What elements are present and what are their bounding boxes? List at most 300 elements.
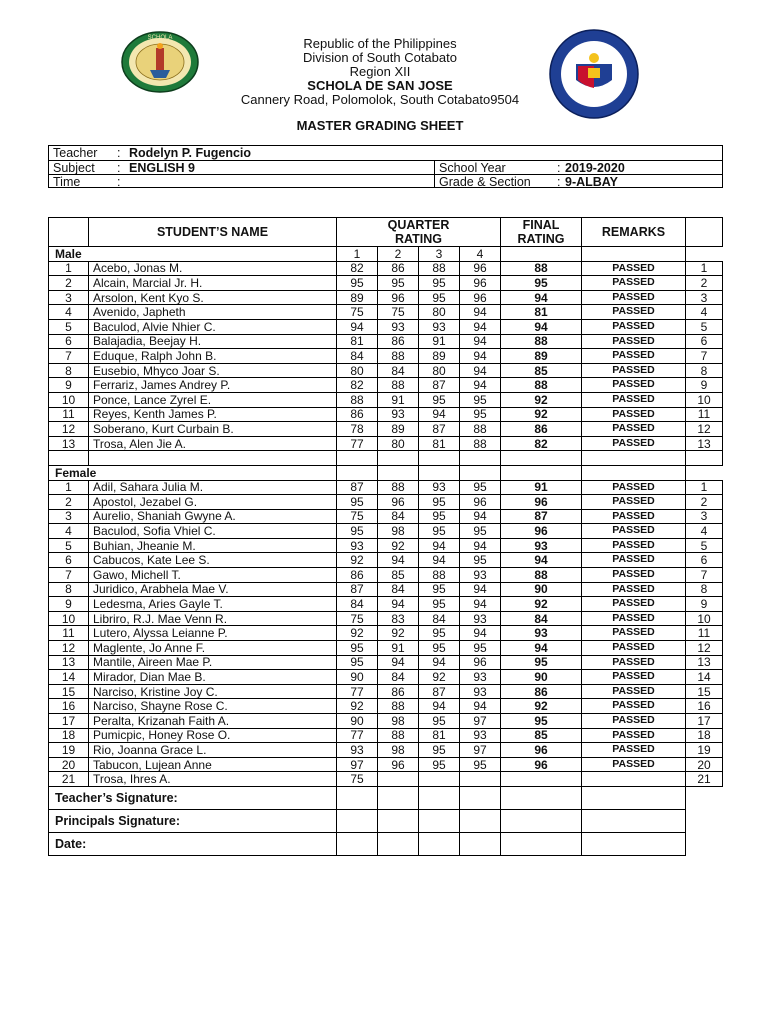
quarter-grade: 93 <box>337 743 378 758</box>
empty-cell <box>460 832 501 855</box>
student-number-right: 10 <box>686 611 723 626</box>
subject-colon: : <box>117 161 121 175</box>
empty-cell <box>501 809 582 832</box>
quarter-grade: 94 <box>460 334 501 349</box>
quarter-grade: 87 <box>419 378 460 393</box>
final-rating: 94 <box>501 553 582 568</box>
empty-cell <box>378 451 419 466</box>
quarter-grade: 95 <box>419 714 460 729</box>
quarter-grade: 88 <box>378 699 419 714</box>
final-rating: 90 <box>501 670 582 685</box>
student-number: 5 <box>49 319 89 334</box>
quarter-grade: 81 <box>337 334 378 349</box>
student-name: Reyes, Kenth James P. <box>89 407 337 422</box>
remarks-value: PASSED <box>582 436 686 451</box>
table-row <box>49 611 723 626</box>
student-name: Juridico, Arabhela Mae V. <box>89 582 337 597</box>
remarks-value: PASSED <box>582 334 686 349</box>
quarter-grade: 94 <box>378 553 419 568</box>
header-final-line2: RATING <box>517 232 565 246</box>
quarter-grade: 88 <box>419 568 460 583</box>
student-name: Ponce, Lance Zyrel E. <box>89 392 337 407</box>
student-number-right: 4 <box>686 305 723 320</box>
quarter-grade: 86 <box>337 407 378 422</box>
student-number-right: 8 <box>686 582 723 597</box>
remarks-value: PASSED <box>582 407 686 422</box>
remarks-value: PASSED <box>582 626 686 641</box>
quarter-grade: 77 <box>337 436 378 451</box>
quarter-grade: 94 <box>460 509 501 524</box>
quarter-grade: 84 <box>419 611 460 626</box>
quarter-grade: 96 <box>378 495 419 510</box>
student-number: 3 <box>49 290 89 305</box>
quarter-grade: 95 <box>419 626 460 641</box>
final-rating: 88 <box>501 334 582 349</box>
quarter-grade: 95 <box>460 480 501 495</box>
empty-cell <box>460 786 501 809</box>
quarter-grade: 95 <box>337 524 378 539</box>
student-number-right: 10 <box>686 392 723 407</box>
quarter-grade: 90 <box>337 670 378 685</box>
final-rating: 86 <box>501 422 582 437</box>
table-row <box>49 714 723 729</box>
quarter-grade: 95 <box>337 495 378 510</box>
info-row-time <box>49 174 722 189</box>
empty-cell <box>337 465 378 480</box>
quarter-grade: 78 <box>337 422 378 437</box>
quarter-grade: 91 <box>419 334 460 349</box>
empty-cell <box>378 809 419 832</box>
quarter-grade: 93 <box>419 480 460 495</box>
student-name: Baculod, Sofia Vhiel C. <box>89 524 337 539</box>
table-row <box>49 509 723 524</box>
empty-cell <box>582 451 686 466</box>
student-name: Acebo, Jonas M. <box>89 261 337 276</box>
table-row <box>49 641 723 656</box>
quarter-grade: 97 <box>460 743 501 758</box>
quarter-grade: 88 <box>378 378 419 393</box>
quarter-grade: 92 <box>337 699 378 714</box>
quarter-grade: 95 <box>419 597 460 612</box>
quarter-grade: 95 <box>337 655 378 670</box>
quarter-grade: 96 <box>378 757 419 772</box>
table-row <box>49 422 723 437</box>
student-number-right: 1 <box>686 261 723 276</box>
empty-cell <box>501 247 582 262</box>
quarter-grade: 95 <box>419 582 460 597</box>
empty-cell <box>337 809 378 832</box>
remarks-value: PASSED <box>582 699 686 714</box>
student-name: Baculod, Alvie Nhier C. <box>89 319 337 334</box>
table-row <box>49 319 723 334</box>
student-name: Tabucon, Lujean Anne <box>89 757 337 772</box>
student-number-right: 4 <box>686 524 723 539</box>
quarter-grade: 88 <box>419 261 460 276</box>
empty-cell <box>501 832 582 855</box>
empty-cell <box>582 786 686 809</box>
quarter-grade: 97 <box>337 757 378 772</box>
final-rating: 86 <box>501 684 582 699</box>
quarter-grade: 75 <box>337 772 378 787</box>
student-name: Rio, Joanna Grace L. <box>89 743 337 758</box>
quarter-grade: 94 <box>419 538 460 553</box>
remarks-value: PASSED <box>582 553 686 568</box>
quarter-grade: 94 <box>460 582 501 597</box>
quarter-number: 2 <box>378 247 419 262</box>
header-republic: Republic of the Philippines <box>303 36 457 51</box>
student-number-right: 11 <box>686 626 723 641</box>
quarter-grade: 88 <box>337 392 378 407</box>
student-number: 6 <box>49 553 89 568</box>
quarter-grade: 95 <box>419 392 460 407</box>
svg-text:SCHOLA: SCHOLA <box>147 35 173 41</box>
student-number-right: 19 <box>686 743 723 758</box>
quarter-grade: 92 <box>419 670 460 685</box>
empty-cell <box>686 832 723 855</box>
student-number: 4 <box>49 524 89 539</box>
quarter-grade: 93 <box>460 568 501 583</box>
final-rating: 95 <box>501 276 582 291</box>
date-signature-row <box>49 832 723 855</box>
section-female-label: Female <box>49 465 337 480</box>
quarter-grade <box>419 772 460 787</box>
quarter-grade: 84 <box>337 597 378 612</box>
table-row <box>49 261 723 276</box>
remarks-value: PASSED <box>582 757 686 772</box>
table-row <box>49 334 723 349</box>
quarter-grade: 92 <box>378 538 419 553</box>
info-box <box>48 145 723 188</box>
student-name: Narciso, Kristine Joy C. <box>89 684 337 699</box>
empty-cell <box>378 832 419 855</box>
school-year-value: 2019-2020 <box>565 161 625 175</box>
final-rating: 93 <box>501 538 582 553</box>
remarks-value <box>582 772 686 787</box>
info-row-subject <box>49 160 722 175</box>
grade-section-value: 9-ALBAY <box>565 175 619 189</box>
quarter-grade: 90 <box>337 714 378 729</box>
school-year-label: School Year <box>439 161 506 175</box>
remarks-value: PASSED <box>582 305 686 320</box>
student-name: Alcain, Marcial Jr. H. <box>89 276 337 291</box>
student-name: Eduque, Ralph John B. <box>89 349 337 364</box>
quarter-grade: 88 <box>378 349 419 364</box>
quarter-grade: 88 <box>460 422 501 437</box>
final-rating: 94 <box>501 319 582 334</box>
info-row-teacher <box>49 146 722 160</box>
student-name: Adil, Sahara Julia M. <box>89 480 337 495</box>
student-number-right: 11 <box>686 407 723 422</box>
empty-cell <box>49 451 89 466</box>
quarter-grade: 96 <box>460 261 501 276</box>
table-row <box>49 378 723 393</box>
student-name: Peralta, Krizanah Faith A. <box>89 714 337 729</box>
remarks-value: PASSED <box>582 276 686 291</box>
student-number-right: 20 <box>686 757 723 772</box>
quarter-grade: 94 <box>460 597 501 612</box>
quarter-grade: 92 <box>337 626 378 641</box>
quarter-grade: 88 <box>378 480 419 495</box>
quarter-grade: 84 <box>378 363 419 378</box>
principal-signature-row <box>49 809 723 832</box>
time-label: Time <box>53 175 81 189</box>
student-number-right: 17 <box>686 714 723 729</box>
student-number-right: 6 <box>686 553 723 568</box>
student-name: Lutero, Alyssa Leianne P. <box>89 626 337 641</box>
empty-cell <box>582 247 686 262</box>
quarter-grade: 93 <box>460 670 501 685</box>
quarter-grade: 84 <box>378 509 419 524</box>
remarks-value: PASSED <box>582 495 686 510</box>
student-number: 19 <box>49 743 89 758</box>
info-divider <box>434 160 435 188</box>
table-row <box>49 349 723 364</box>
table-row <box>49 684 723 699</box>
student-number: 14 <box>49 670 89 685</box>
empty-cell <box>686 786 723 809</box>
remarks-value: PASSED <box>582 597 686 612</box>
student-number-right: 13 <box>686 655 723 670</box>
student-number: 12 <box>49 422 89 437</box>
quarter-grade: 95 <box>378 276 419 291</box>
final-rating: 94 <box>501 290 582 305</box>
quarter-grade: 95 <box>419 276 460 291</box>
empty-cell <box>419 451 460 466</box>
grading-table-body <box>49 218 723 856</box>
header-quarter-line1: QUARTER <box>387 218 450 233</box>
remarks-value: PASSED <box>582 422 686 437</box>
quarter-grade: 93 <box>460 684 501 699</box>
student-number-right: 2 <box>686 495 723 510</box>
final-rating: 88 <box>501 568 582 583</box>
table-row <box>49 480 723 495</box>
student-name: Eusebio, Mhyco Joar S. <box>89 363 337 378</box>
quarter-grade: 82 <box>337 378 378 393</box>
student-number: 17 <box>49 714 89 729</box>
quarter-grade: 94 <box>460 349 501 364</box>
student-number-right: 3 <box>686 509 723 524</box>
student-number: 21 <box>49 772 89 787</box>
empty-cell <box>337 451 378 466</box>
empty-cell <box>460 465 501 480</box>
final-rating: 91 <box>501 480 582 495</box>
final-rating: 88 <box>501 261 582 276</box>
student-number: 4 <box>49 305 89 320</box>
student-name: Ledesma, Aries Gayle T. <box>89 597 337 612</box>
teacher-colon: : <box>117 146 121 160</box>
empty-cell <box>378 786 419 809</box>
quarter-grade: 88 <box>378 728 419 743</box>
quarter-grade: 97 <box>460 714 501 729</box>
table-row <box>49 743 723 758</box>
quarter-grade <box>460 772 501 787</box>
date-signature-label: Date: <box>49 832 337 855</box>
empty-cell <box>378 465 419 480</box>
remarks-value: PASSED <box>582 378 686 393</box>
remarks-value: PASSED <box>582 363 686 378</box>
empty-cell <box>419 809 460 832</box>
empty-cell <box>419 832 460 855</box>
quarter-grade: 92 <box>337 553 378 568</box>
student-number: 2 <box>49 495 89 510</box>
quarter-grade: 92 <box>378 626 419 641</box>
final-rating: 89 <box>501 349 582 364</box>
quarter-grade: 95 <box>337 276 378 291</box>
remarks-value: PASSED <box>582 261 686 276</box>
student-number: 16 <box>49 699 89 714</box>
header-final-rating <box>501 218 582 247</box>
student-number: 7 <box>49 349 89 364</box>
remarks-value: PASSED <box>582 392 686 407</box>
final-rating: 85 <box>501 363 582 378</box>
table-row <box>49 524 723 539</box>
student-number: 18 <box>49 728 89 743</box>
empty-cell <box>460 809 501 832</box>
quarter-grade: 86 <box>378 684 419 699</box>
quarter-grade: 95 <box>460 553 501 568</box>
header-remarks: REMARKS <box>582 218 686 247</box>
student-number: 3 <box>49 509 89 524</box>
quarter-grade: 87 <box>419 422 460 437</box>
student-number-right: 12 <box>686 641 723 656</box>
final-rating: 92 <box>501 407 582 422</box>
empty-cell <box>582 809 686 832</box>
table-row <box>49 699 723 714</box>
student-name: Balajadia, Beejay H. <box>89 334 337 349</box>
remarks-value: PASSED <box>582 582 686 597</box>
student-name: Trosa, Alen Jie A. <box>89 436 337 451</box>
final-rating: 92 <box>501 597 582 612</box>
quarter-grade: 88 <box>460 436 501 451</box>
principal-signature-label: Principals Signature: <box>49 809 337 832</box>
quarter-grade: 85 <box>378 568 419 583</box>
quarter-grade: 95 <box>460 641 501 656</box>
student-number-right: 9 <box>686 378 723 393</box>
header-address: Cannery Road, Polomolok, South Cotabato9504 <box>240 92 520 107</box>
empty-cell <box>501 451 582 466</box>
remarks-value: PASSED <box>582 728 686 743</box>
quarter-grade: 91 <box>378 392 419 407</box>
student-number-right: 7 <box>686 568 723 583</box>
quarter-grade: 84 <box>337 349 378 364</box>
quarter-grade: 81 <box>419 436 460 451</box>
remarks-value: PASSED <box>582 684 686 699</box>
student-name: Buhian, Jheanie M. <box>89 538 337 553</box>
student-number-right: 13 <box>686 436 723 451</box>
table-row <box>49 772 723 787</box>
student-number-right: 18 <box>686 728 723 743</box>
student-number: 11 <box>49 407 89 422</box>
quarter-grade: 91 <box>378 641 419 656</box>
table-row <box>49 553 723 568</box>
table-row <box>49 392 723 407</box>
quarter-grade: 77 <box>337 728 378 743</box>
empty-cell <box>337 786 378 809</box>
student-number-right: 5 <box>686 319 723 334</box>
empty-cell <box>501 786 582 809</box>
quarter-grade: 80 <box>337 363 378 378</box>
quarter-grade: 84 <box>378 670 419 685</box>
student-number: 12 <box>49 641 89 656</box>
remarks-value: PASSED <box>582 743 686 758</box>
quarter-grade: 94 <box>460 626 501 641</box>
final-rating: 87 <box>501 509 582 524</box>
quarter-grade: 94 <box>460 538 501 553</box>
empty-cell <box>582 832 686 855</box>
empty-cell <box>501 465 582 480</box>
remarks-value: PASSED <box>582 714 686 729</box>
quarter-grade <box>378 772 419 787</box>
quarter-grade: 77 <box>337 684 378 699</box>
student-name: Apostol, Jezabel G. <box>89 495 337 510</box>
student-number: 9 <box>49 378 89 393</box>
teacher-signature-label: Teacher’s Signature: <box>49 786 337 809</box>
student-number-right: 6 <box>686 334 723 349</box>
quarter-grade: 75 <box>337 305 378 320</box>
final-rating: 81 <box>501 305 582 320</box>
empty-cell <box>419 465 460 480</box>
section-male-label: Male <box>49 247 337 262</box>
quarter-grade: 95 <box>419 641 460 656</box>
final-rating: 95 <box>501 714 582 729</box>
quarter-grade: 80 <box>419 363 460 378</box>
table-row <box>49 757 723 772</box>
final-rating: 92 <box>501 699 582 714</box>
quarter-grade: 75 <box>337 509 378 524</box>
quarter-grade: 95 <box>460 407 501 422</box>
grading-table <box>48 217 723 856</box>
quarter-grade: 94 <box>460 378 501 393</box>
remarks-value: PASSED <box>582 319 686 334</box>
quarter-grade: 98 <box>378 743 419 758</box>
quarter-grade: 95 <box>419 509 460 524</box>
header-no-cell <box>49 218 89 247</box>
final-rating: 96 <box>501 524 582 539</box>
final-rating <box>501 772 582 787</box>
quarter-grade: 81 <box>419 728 460 743</box>
quarter-grade: 84 <box>378 582 419 597</box>
final-rating: 85 <box>501 728 582 743</box>
quarter-grade: 87 <box>337 480 378 495</box>
student-name: Soberano, Kurt Curbain B. <box>89 422 337 437</box>
empty-cell <box>460 451 501 466</box>
grade-section-colon: : <box>557 175 561 189</box>
student-number: 9 <box>49 597 89 612</box>
empty-cell <box>337 832 378 855</box>
quarter-grade: 95 <box>460 757 501 772</box>
student-name: Arsolon, Kent Kyo S. <box>89 290 337 305</box>
quarter-grade: 95 <box>337 641 378 656</box>
quarter-grade: 75 <box>337 611 378 626</box>
subject-value: ENGLISH 9 <box>129 161 195 175</box>
final-rating: 96 <box>501 757 582 772</box>
quarter-grade: 94 <box>378 655 419 670</box>
student-number: 20 <box>49 757 89 772</box>
student-number: 15 <box>49 684 89 699</box>
teacher-signature-row <box>49 786 723 809</box>
student-number: 11 <box>49 626 89 641</box>
quarter-grade: 95 <box>419 757 460 772</box>
quarter-grade: 94 <box>460 319 501 334</box>
remarks-value: PASSED <box>582 670 686 685</box>
student-number-right: 7 <box>686 349 723 364</box>
quarter-grade: 94 <box>337 319 378 334</box>
table-row <box>49 363 723 378</box>
remarks-value: PASSED <box>582 655 686 670</box>
quarter-grade: 87 <box>419 684 460 699</box>
section-male <box>49 247 723 262</box>
empty-cell <box>582 465 686 480</box>
